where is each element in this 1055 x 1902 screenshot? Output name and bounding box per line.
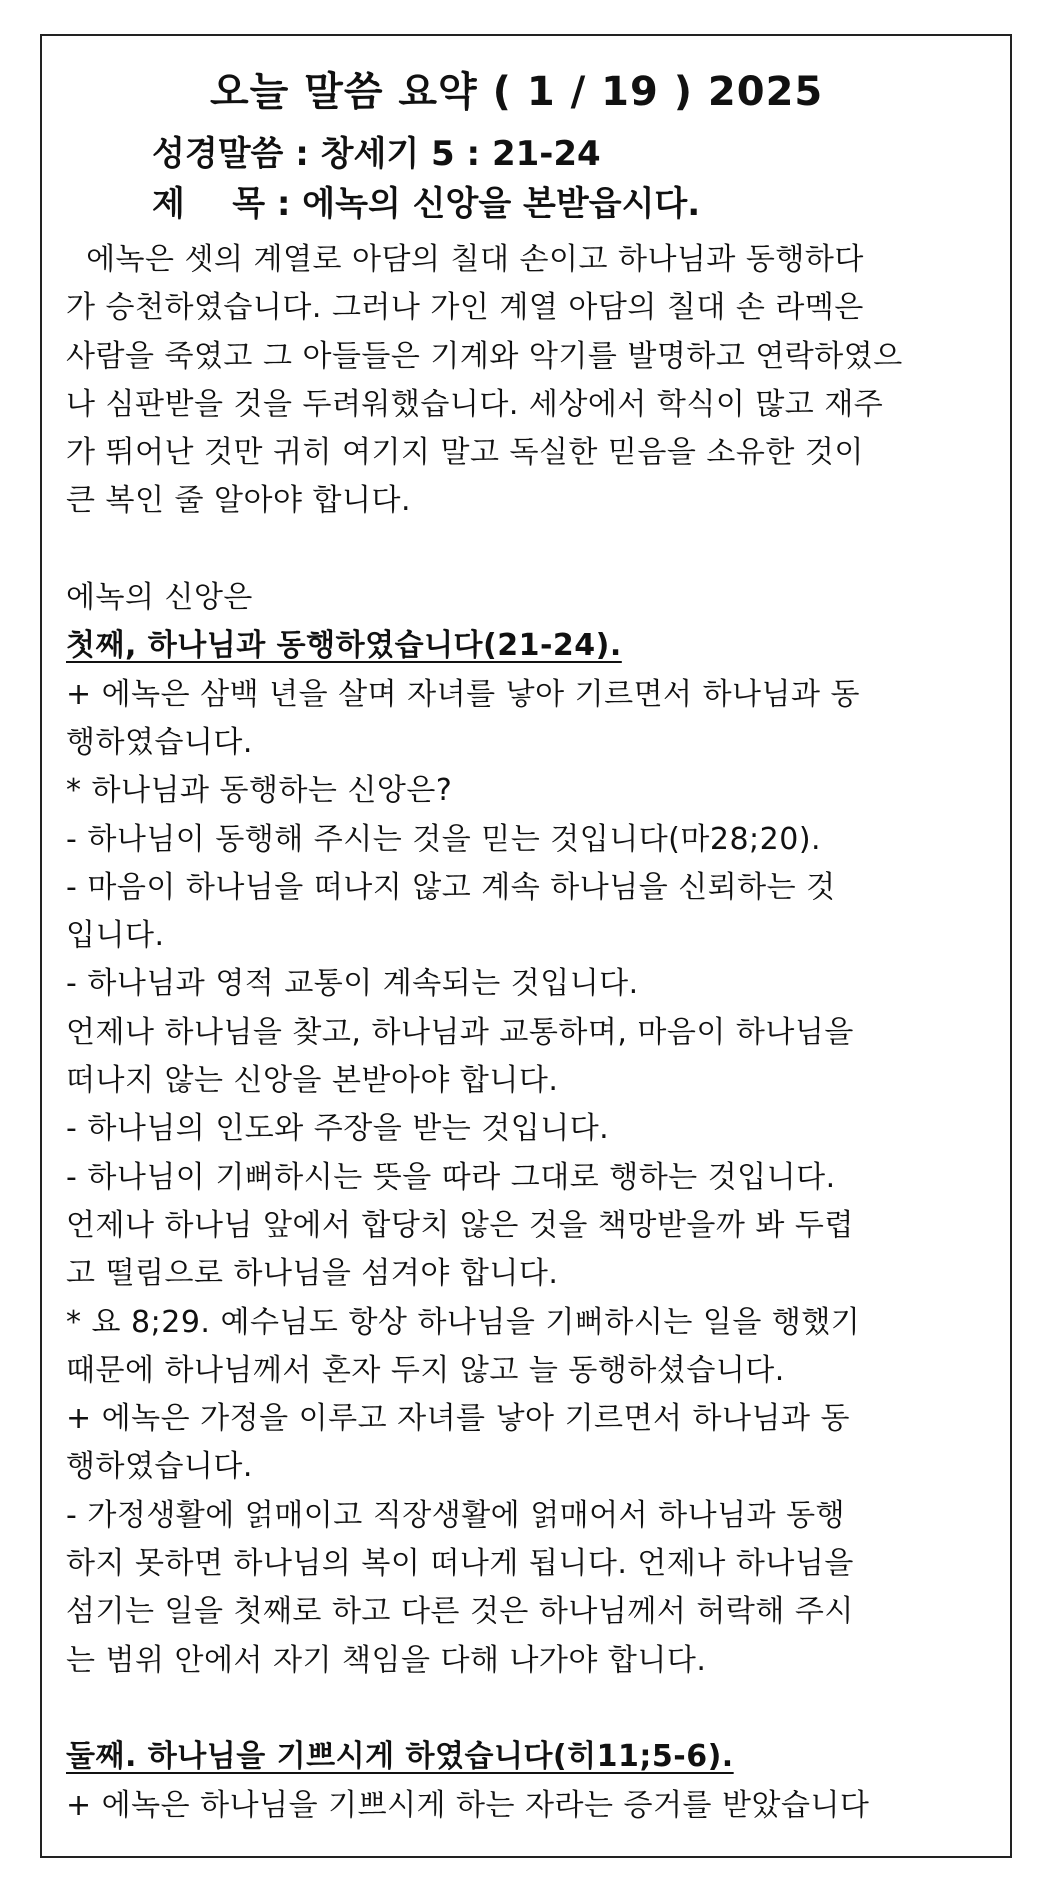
intro-line: 가 승천하였습니다. 그러나 가인 계열 아담의 칠대 손 라멕은 [66, 290, 864, 326]
body-line: 언제나 하나님을 찾고, 하나님과 교통하며, 마음이 하나님을 [66, 1014, 854, 1050]
sermon-subject: 제 목 : 에녹의 신앙을 본받읍시다. [152, 184, 701, 224]
document-title: 오늘 말씀 요약 ( 1 / 19 ) 2025 [210, 69, 824, 115]
body-line: 떠나지 않는 신앙을 본받아야 합니다. [66, 1063, 559, 1099]
section-heading-first: 첫째, 하나님과 동행하였습니다(21-24). [66, 628, 622, 664]
section-heading-second: 둘째. 하나님을 기쁘시게 하였습니다(히11;5-6). [66, 1739, 734, 1775]
section-intro: 에녹의 신앙은 [66, 580, 253, 616]
body-line: 고 떨림으로 하나님을 섬겨야 합니다. [66, 1256, 559, 1292]
body-line: - 하나님이 동행해 주시는 것을 믿는 것입니다(마28;20). [66, 821, 822, 857]
intro-line: 에녹은 셋의 계열로 아담의 칠대 손이고 하나님과 동행하다 [66, 242, 864, 277]
body-line: - 가정생활에 얽매이고 직장생활에 얽매어서 하나님과 동행 [66, 1497, 846, 1533]
body-line: - 하나님과 영적 교통이 계속되는 것입니다. [66, 966, 639, 1002]
body-line: - 하나님이 기뻐하시는 뜻을 따라 그대로 행하는 것입니다. [66, 1159, 836, 1195]
body-line: 행하였습니다. [66, 724, 253, 760]
intro-line: 나 심판받을 것을 두려워했습니다. 세상에서 학식이 많고 재주 [66, 386, 884, 422]
intro-line: 가 뛰어난 것만 귀히 여기지 말고 독실한 믿음을 소유한 것이 [66, 435, 864, 471]
body-line: + 에녹은 삼백 년을 살며 자녀를 낳아 기르면서 하나님과 동 [66, 676, 861, 712]
body-line: + 에녹은 하나님을 기쁘시게 하는 자라는 증거를 받았습니다 [66, 1787, 870, 1823]
body-line: 는 범위 안에서 자기 책임을 다해 나가야 합니다. [66, 1642, 707, 1678]
blank-line [66, 526, 990, 574]
intro-line: 큰 복인 줄 알아야 합니다. [66, 483, 411, 519]
body-line: 행하였습니다. [66, 1449, 253, 1485]
blank-line [66, 1685, 990, 1733]
body-line: - 마음이 하나님을 떠나지 않고 계속 하나님을 신뢰하는 것 [66, 869, 836, 905]
body-line: + 에녹은 가정을 이루고 자녀를 낳아 기르면서 하나님과 동 [66, 1401, 850, 1437]
body-line: 섬기는 일을 첫째로 하고 다른 것은 하나님께서 허락해 주시 [66, 1594, 854, 1630]
body-line: 때문에 하나님께서 혼자 두지 않고 늘 동행하셨습니다. [66, 1352, 785, 1388]
body-line: * 하나님과 동행하는 신앙은? [66, 773, 453, 809]
body-line: 언제나 하나님 앞에서 합당치 않은 것을 책망받을까 봐 두렵 [66, 1207, 854, 1243]
scripture-reference: 성경말씀 : 창세기 5 : 21-24 [152, 134, 601, 174]
intro-line: 사람을 죽였고 그 아들들은 기계와 악기를 발명하고 연락하였으 [66, 338, 903, 374]
sermon-body [66, 236, 990, 1830]
body-line: 하지 못하면 하나님의 복이 떠나게 됩니다. 언제나 하나님을 [66, 1546, 854, 1582]
body-line: * 요 8;29. 예수님도 항상 하나님을 기뻐하시는 일을 행했기 [66, 1304, 861, 1340]
body-line: - 하나님의 인도와 주장을 받는 것입니다. [66, 1111, 610, 1147]
body-line: 입니다. [66, 918, 165, 954]
